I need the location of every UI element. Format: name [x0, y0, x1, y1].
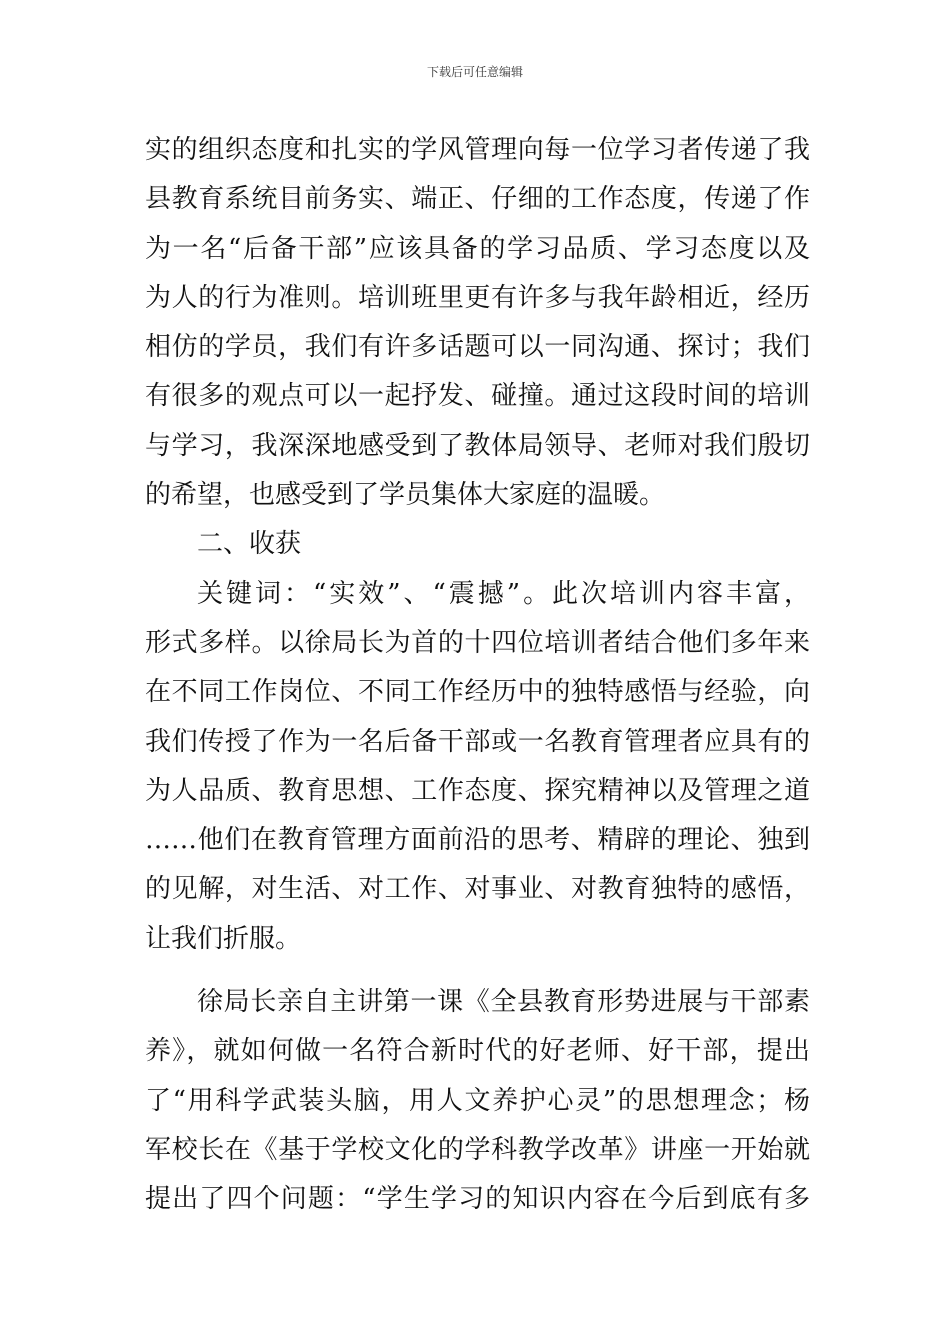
text-line: 了“用科学武装头脑，用人文养护心灵”的思想理念；杨: [145, 1085, 810, 1116]
text-line: 为人的行为准则。培训班里更有许多与我年龄相近，经历: [145, 282, 810, 313]
text-line: 形式多样。以徐局长为首的十四位培训者结合他们多年来: [145, 627, 810, 658]
text-line: 与学习，我深深地感受到了教体局领导、老师对我们殷切: [145, 430, 810, 461]
text-line: 提出了四个问题：“学生学习的知识内容在今后到底有多: [145, 1184, 810, 1215]
text-line: 的希望，也感受到了学员集体大家庭的温暖。: [145, 480, 666, 511]
text-line: 的见解，对生活、对工作、对事业、对教育独特的感悟，: [145, 874, 810, 905]
text-line: 养》，就如何做一名符合新时代的好老师、好干部，提出: [145, 1036, 810, 1067]
text-line: 在不同工作岗位、不同工作经历中的独特感悟与经验，向: [145, 677, 810, 708]
text-line: 徐局长亲自主讲第一课《全县教育形势进展与干部素: [197, 987, 810, 1018]
paragraph-gap: [145, 964, 810, 978]
text-line: ……他们在教育管理方面前沿的思考、精辟的理论、独到: [145, 825, 810, 856]
text-line: 军校长在《基于学校文化的学科教学改革》讲座一开始就: [145, 1134, 810, 1165]
text-line: 县教育系统目前务实、端正、仔细的工作态度，传递了作: [145, 184, 810, 215]
text-line: 相仿的学员，我们有许多话题可以一同沟通、探讨；我们: [145, 332, 810, 363]
section-heading: 二、收获: [197, 529, 302, 560]
page-header: 下载后可任意编辑: [426, 65, 523, 79]
text-line: 我们传授了作为一名后备干部或一名教育管理者应具有的: [145, 726, 810, 757]
text-line: 为人品质、教育思想、工作态度、探究精神以及管理之道: [145, 775, 810, 806]
text-line: 实的组织态度和扎实的学风管理向每一位学习者传递了我: [145, 135, 810, 165]
text-line: 有很多的观点可以一起抒发、碰撞。通过这段时间的培训: [145, 381, 810, 412]
document-body: [145, 126, 810, 1225]
text-line: 为一名“后备干部”应该具备的学习品质、学习态度以及: [145, 233, 810, 264]
text-line: 关键词：“实效”、“震撼”。此次培训内容丰富，: [197, 578, 810, 609]
text-line: 让我们折服。: [145, 923, 302, 954]
